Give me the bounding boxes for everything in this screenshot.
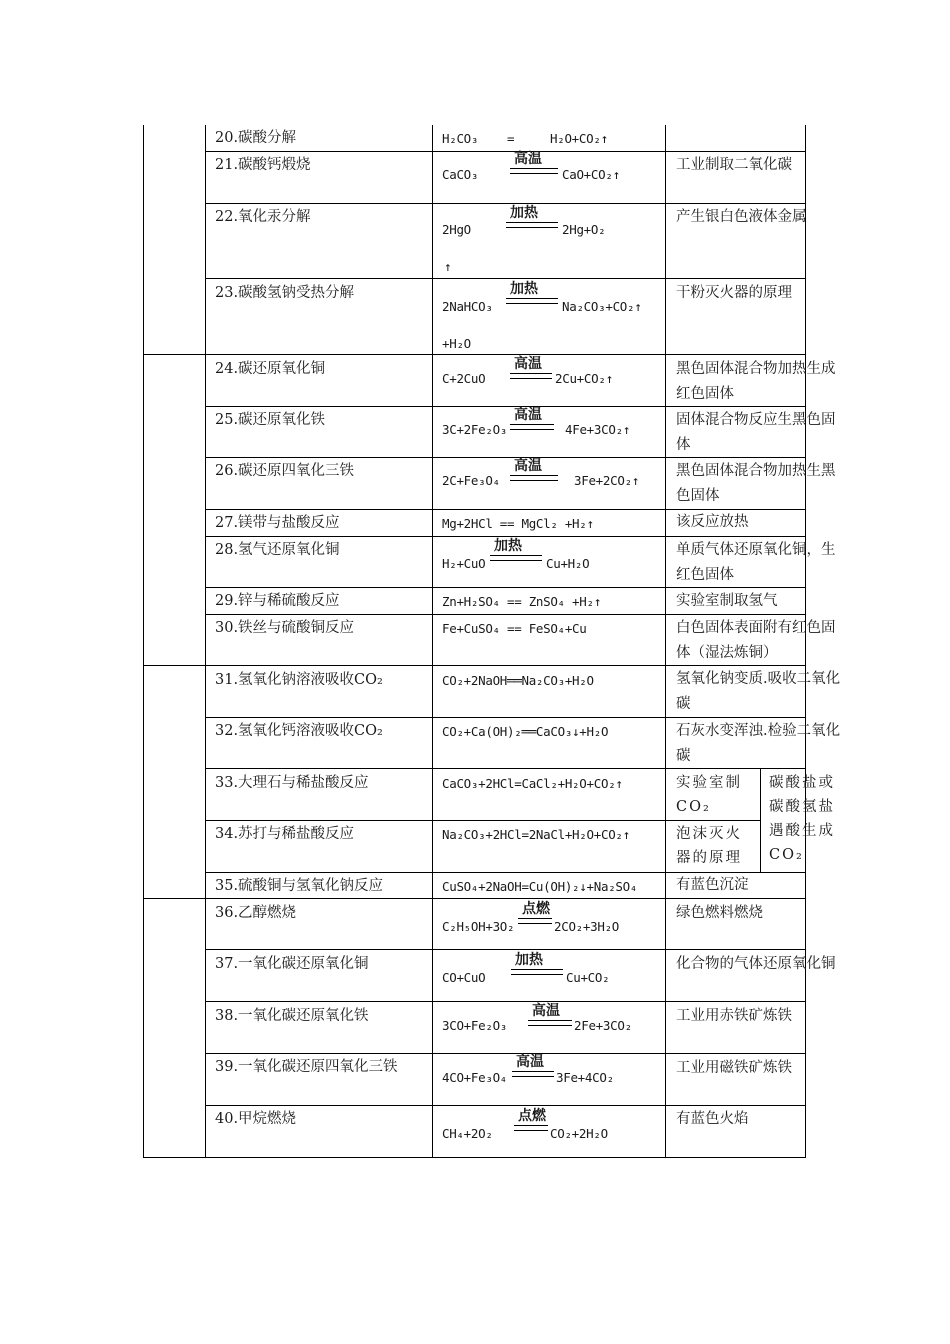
reaction-name: 40.甲烷燃烧	[215, 1111, 297, 1127]
row-divider	[205, 278, 806, 279]
row-divider	[205, 203, 806, 204]
reaction-name: 29.锌与稀硫酸反应	[215, 593, 340, 609]
reaction-note: 有蓝色火焰	[676, 1111, 749, 1127]
reaction-note: 绿色燃料燃烧	[676, 905, 763, 921]
equation-equals: =	[507, 131, 515, 146]
column-divider	[205, 125, 206, 1158]
reaction-name: 26.碳还原四氧化三铁	[215, 463, 355, 479]
reaction-note: 工业制取二氧化碳	[676, 157, 792, 173]
equation-products: CaO+CO₂↑	[562, 167, 620, 182]
reaction-name: 30.铁丝与硫酸铜反应	[215, 620, 355, 636]
reaction-name: 31.氢氧化钠溶液吸收CO₂	[215, 672, 383, 688]
side-note: 碳酸盐或碳酸氢盐遇酸生成CO₂	[769, 775, 835, 863]
reaction-note: 泡沫灭火器的原理	[676, 826, 742, 866]
reaction-name: 32.氢氧化钙溶液吸收CO₂	[215, 723, 383, 739]
group-divider	[143, 898, 806, 899]
reaction-name: 25.碳还原氧化铁	[215, 412, 326, 428]
reaction-condition: 点燃	[518, 1108, 546, 1124]
equation-reactants: 2C+Fe₃O₄	[442, 473, 500, 488]
equation-products: 4Fe+3CO₂↑	[565, 422, 631, 437]
reaction-name: 36.乙醇燃烧	[215, 905, 297, 921]
reaction-note: 工业用磁铁矿炼铁	[676, 1060, 792, 1076]
equation-reactants: H₂+CuO	[442, 556, 486, 571]
equation-products: H₂O+CO₂↑	[550, 131, 608, 146]
equation-products: Cu+H₂O	[546, 556, 590, 571]
reaction-name: 38.一氧化碳还原氧化铁	[215, 1008, 369, 1024]
row-divider	[205, 614, 806, 615]
equation: Fe+CuSO₄ == FeSO₄+Cu	[442, 621, 587, 636]
reaction-condition: 高温	[532, 1003, 560, 1019]
double-line-equals	[511, 969, 563, 975]
equation: Mg+2HCl == MgCl₂ +H₂↑	[442, 516, 594, 531]
double-line-equals	[490, 555, 542, 561]
equation-reactants: 3CO+Fe₂O₃	[442, 1018, 508, 1033]
reaction-name: 35.硫酸铜与氢氧化钠反应	[215, 878, 384, 894]
reaction-note: 实验室制取氢气	[676, 593, 778, 609]
equation: CO₂+Ca(OH)₂══CaCO₃↓+H₂O	[442, 724, 609, 739]
equation-products: 2CO₂+3H₂O	[554, 919, 620, 934]
double-line-equals	[510, 424, 554, 430]
reaction-condition: 加热	[494, 538, 522, 554]
reaction-name: 28.氢气还原氧化铜	[215, 542, 340, 558]
reaction-name: 20.碳酸分解	[215, 130, 297, 146]
equation-products: 2Fe+3CO₂	[574, 1018, 632, 1033]
row-divider	[205, 949, 806, 950]
reaction-note: 黑色固体混合物加热生黑色固体	[676, 463, 836, 504]
row-divider	[205, 717, 806, 718]
double-line-equals	[506, 298, 558, 304]
row-divider	[205, 1105, 806, 1106]
reaction-name: 34.苏打与稀盐酸反应	[215, 826, 355, 842]
reaction-name: 23.碳酸氢钠受热分解	[215, 285, 355, 301]
equation: Na₂CO₃+2HCl=2NaCl+H₂O+CO₂↑	[442, 827, 630, 842]
equation-reactants: C₂H₅OH+3O₂	[442, 919, 515, 934]
reaction-note: 固体混合物反应生黑色固体	[676, 412, 836, 453]
double-line-equals	[510, 168, 558, 174]
reaction-name: 37.一氧化碳还原氧化铜	[215, 956, 369, 972]
equation: Zn+H₂SO₄ == ZnSO₄ +H₂↑	[442, 594, 601, 609]
equation-reactants: C+2CuO	[442, 371, 486, 386]
reaction-note: 白色固体表面附有红色固体（湿法炼铜）	[676, 620, 836, 661]
row-divider	[205, 1053, 806, 1054]
equation-reactants: CO+CuO	[442, 970, 486, 985]
row-divider	[205, 151, 806, 152]
reaction-name: 39.一氧化碳还原四氧化三铁	[215, 1059, 398, 1075]
row-divider	[205, 820, 761, 821]
reaction-note: 石灰水变浑浊.检验二氧化碳	[676, 723, 841, 764]
double-line-equals	[510, 475, 558, 481]
reaction-note: 干粉灭火器的原理	[676, 285, 792, 301]
reaction-condition: 加热	[510, 281, 538, 297]
equation-products: Cu+CO₂	[566, 970, 610, 985]
reaction-condition: 高温	[514, 407, 542, 423]
equation-reactants: H₂CO₃	[442, 131, 479, 146]
reaction-condition: 高温	[516, 1054, 544, 1070]
reaction-condition: 加热	[510, 205, 538, 221]
reaction-name: 27.镁带与盐酸反应	[215, 515, 340, 531]
reaction-note: 实验室制CO₂	[676, 775, 742, 815]
reaction-note: 化合物的气体还原氧化铜	[676, 956, 836, 972]
group-divider	[143, 354, 806, 355]
equation-reactants: CH₄+2O₂	[442, 1126, 493, 1141]
reaction-condition: 高温	[514, 356, 542, 372]
equation-continuation: +H₂O	[442, 336, 471, 351]
column-divider	[665, 125, 666, 1158]
reaction-name: 21.碳酸钙煅烧	[215, 157, 311, 173]
reaction-name: 22.氧化汞分解	[215, 209, 311, 225]
double-line-equals	[506, 222, 558, 228]
equation-products: 3Fe+2CO₂↑	[574, 473, 640, 488]
equation: CO₂+2NaOH══Na₂CO₃+H₂O	[442, 673, 594, 688]
reaction-note: 工业用赤铁矿炼铁	[676, 1008, 792, 1024]
reaction-condition: 高温	[514, 458, 542, 474]
column-divider	[432, 125, 433, 1158]
reaction-note: 单质气体还原氧化铜，生红色固体	[676, 542, 836, 583]
reaction-condition: 点燃	[522, 901, 550, 917]
double-line-equals	[518, 918, 552, 924]
row-divider	[205, 1001, 806, 1002]
double-line-equals	[510, 373, 552, 379]
reaction-name: 24.碳还原氧化铜	[215, 361, 326, 377]
equation-reactants: CaCO₃	[442, 167, 479, 182]
equation: CaCO₃+2HCl=CaCl₂+H₂O+CO₂↑	[442, 776, 623, 791]
equation-reactants: 4CO+Fe₃O₄	[442, 1070, 508, 1085]
reaction-note: 产生银白色液体金属	[676, 209, 807, 225]
reaction-note: 氢氧化钠变质.吸收二氧化碳	[676, 671, 841, 712]
equation-reactants: 2HgO	[442, 222, 471, 237]
reaction-condition: 高温	[514, 151, 542, 167]
reaction-note: 该反应放热	[676, 514, 749, 530]
reaction-note: 有蓝色沉淀	[676, 877, 749, 893]
reaction-note: 黑色固体混合物加热生成红色固体	[676, 361, 836, 402]
reaction-condition: 加热	[515, 952, 543, 968]
reaction-name: 33.大理石与稀盐酸反应	[215, 775, 369, 791]
double-line-equals	[514, 1125, 548, 1131]
table-border-bottom	[143, 1157, 806, 1158]
double-line-equals	[528, 1020, 572, 1026]
equation-products: 3Fe+4CO₂	[556, 1070, 614, 1085]
equation-products: 2Hg+O₂	[562, 222, 606, 237]
equation: CuSO₄+2NaOH=Cu(OH)₂↓+Na₂SO₄	[442, 879, 638, 894]
table-border-left	[143, 125, 144, 1158]
equation-products: Na₂CO₃+CO₂↑	[562, 299, 642, 314]
equation-products: CO₂+2H₂O	[550, 1126, 608, 1141]
equation-continuation: ↑	[444, 259, 452, 274]
double-line-equals	[512, 1071, 554, 1077]
equation-products: 2Cu+CO₂↑	[555, 371, 613, 386]
equation-reactants: 2NaHCO₃	[442, 299, 493, 314]
equation-reactants: 3C+2Fe₂O₃	[442, 422, 508, 437]
